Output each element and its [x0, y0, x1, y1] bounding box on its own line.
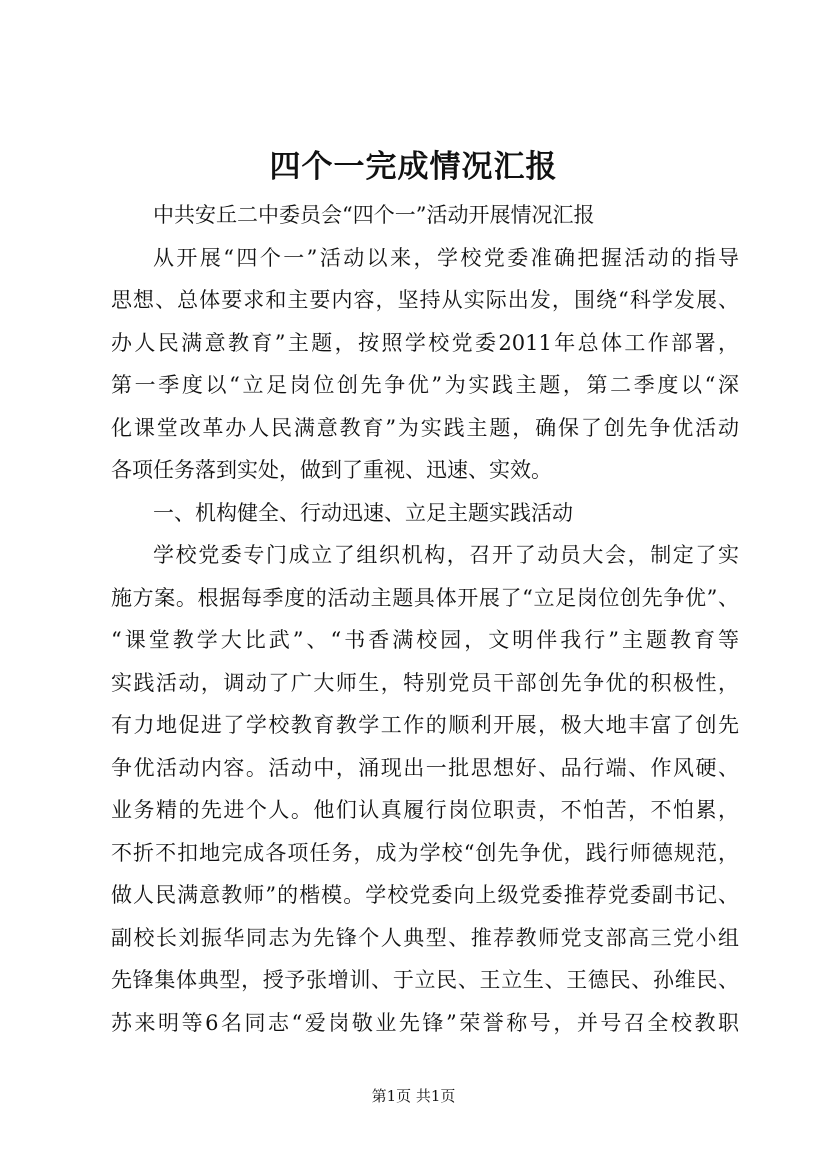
section-heading: 一、机构健全、行动迅速、立足主题实践活动	[153, 500, 573, 525]
text-line: 有力地促进了学校教育教学工作的顺利开展，极大地丰富了创先	[111, 713, 739, 737]
text-line: 实践活动，调动了广大师生，特别党员干部创先争优的积极性，	[111, 670, 739, 695]
text-line: 思想、总体要求和主要内容，坚持从实际出发，围绕“科学发展、	[111, 288, 739, 312]
document-body	[111, 194, 739, 1044]
text-line: 先锋集体典型，授予张增训、于立民、王立生、王德民、孙维民、	[111, 968, 739, 992]
text-line: 各项任务落到实处，做到了重视、迅速、实效。	[111, 458, 552, 482]
text-line: 办人民满意教育”主题，按照学校党委2011年总体工作部署，	[111, 330, 739, 355]
text-line: 中共安丘二中委员会“四个一”活动开展情况汇报	[153, 203, 595, 227]
text-line: 做人民满意教师”的楷模。学校党委向上级党委推荐党委副书记、	[111, 883, 739, 907]
page-footer: 第1页 共1页	[371, 1087, 456, 1105]
text-line: 业务精的先进个人。他们认真履行岗位职责，不怕苦，不怕累，	[111, 798, 739, 822]
text-line: 副校长刘振华同志为先锋个人典型、推荐教师党支部高三党小组	[111, 925, 739, 950]
text-line: 学校党委专门成立了组织机构，召开了动员大会，制定了实	[153, 543, 739, 567]
text-line: 施方案。根据每季度的活动主题具体开展了“立足岗位创先争优”、	[111, 585, 739, 610]
text-line: 不折不扣地完成各项任务，成为学校“创先争优，践行师德规范，	[111, 840, 739, 865]
document-title: 四个一完成情况汇报	[269, 149, 558, 185]
text-line: 化课堂改革办人民满意教育”为实践主题，确保了创先争优活动	[111, 415, 739, 440]
text-line: “课堂教学大比武”、“书香满校园，文明伴我行”主题教育等	[111, 628, 739, 652]
text-line: 第一季度以“立足岗位创先争优”为实践主题，第二季度以“深	[111, 373, 739, 397]
text-line: 争优活动内容。活动中，涌现出一批思想好、品行端、作风硬、	[111, 755, 739, 780]
text-line: 从开展“四个一”活动以来，学校党委准确把握活动的指导	[153, 245, 739, 270]
text-line: 苏来明等6名同志“爱岗敬业先锋”荣誉称号，并号召全校教职	[111, 1010, 739, 1035]
